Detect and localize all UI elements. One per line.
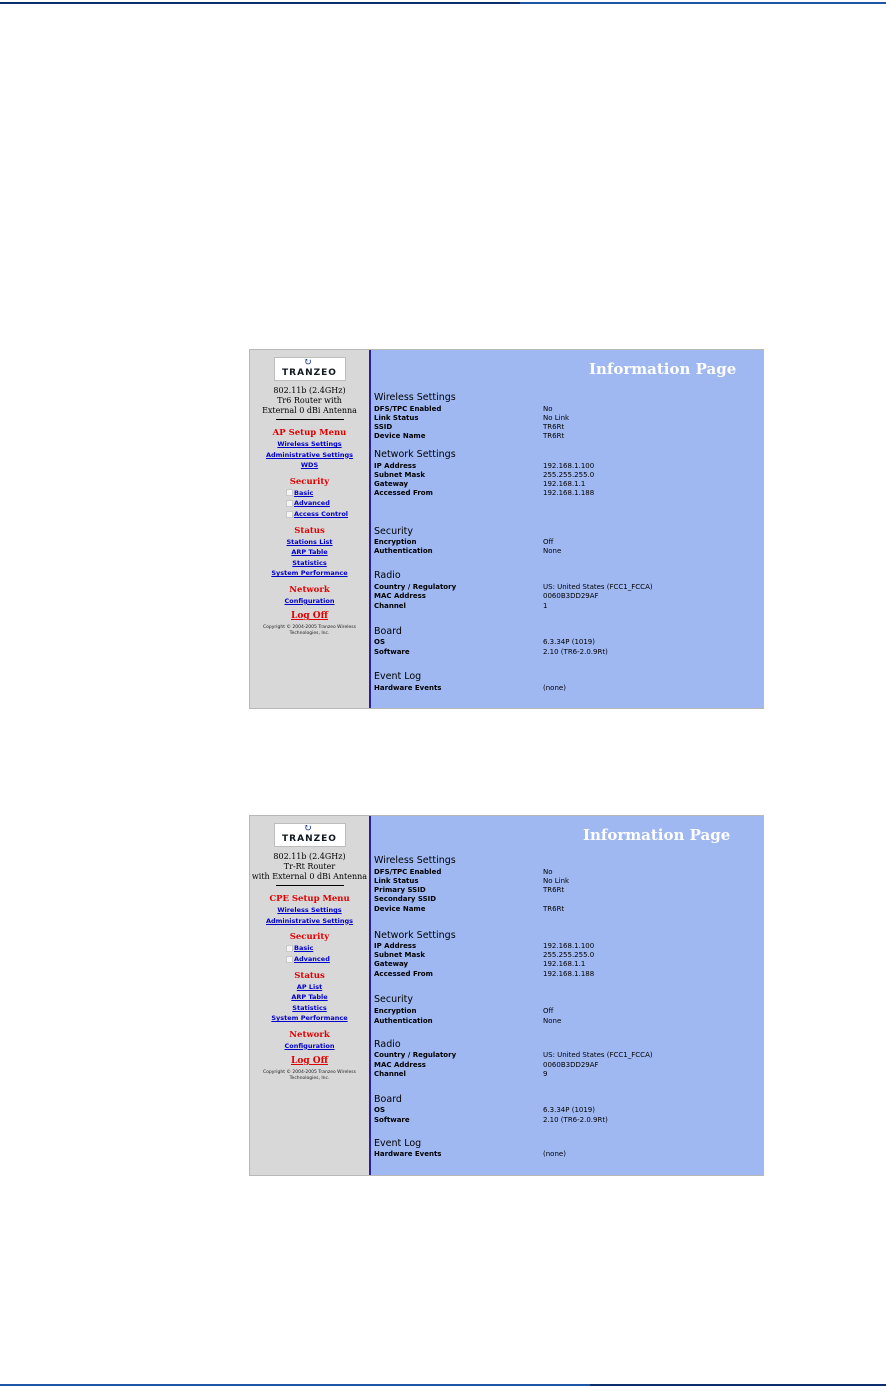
information-panel: [371, 350, 763, 708]
info-row: [374, 684, 754, 693]
header-rule-accent: [0, 2, 520, 4]
link-label: Basic: [294, 944, 314, 952]
bullet-icon: [286, 956, 293, 963]
menu-link-wireless-settings[interactable]: Wireless Settings: [277, 440, 342, 448]
section-title-security: Security: [374, 994, 414, 1005]
page-title: Information Page: [589, 360, 737, 378]
row-value: No Link: [543, 877, 570, 885]
model-line: 802.11b (2.4GHz): [273, 852, 346, 861]
menu-link-arp-table[interactable]: ARP Table: [291, 548, 328, 557]
info-row: [374, 583, 754, 592]
row-value: 192.168.1.1: [543, 960, 586, 968]
row-value: 192.168.1.1: [543, 480, 586, 488]
section-title-wireless: Wireless Settings: [374, 392, 456, 403]
section-title-radio: Radio: [374, 1039, 401, 1050]
info-row: [374, 942, 754, 951]
row-label: OS: [374, 1106, 385, 1114]
row-label: Software: [374, 648, 410, 656]
menu-link-arp-table[interactable]: ARP Table: [291, 993, 328, 1001]
row-value: 192.168.1.188: [543, 489, 595, 497]
section-title-network: Network Settings: [374, 930, 456, 941]
row-label: Accessed From: [374, 489, 433, 497]
info-row: [374, 1007, 754, 1016]
row-value: US: United States (FCC1_FCCA): [543, 1051, 653, 1059]
info-row: [374, 877, 754, 886]
info-row: [374, 405, 754, 414]
row-value: (none): [543, 1150, 566, 1158]
info-row: [374, 648, 754, 657]
row-label: DFS/TPC Enabled: [374, 405, 442, 413]
info-row: [374, 960, 754, 969]
info-row: [374, 1116, 754, 1125]
info-row: [374, 471, 754, 480]
row-label: Gateway: [374, 480, 409, 488]
row-value: 0060B3DD29AF: [543, 592, 599, 600]
info-row: [374, 905, 754, 914]
row-label: Country / Regulatory: [374, 1051, 457, 1059]
menu-link-security-advanced[interactable]: [250, 498, 369, 509]
section-title-radio: Radio: [374, 570, 401, 581]
menu-link-stations-list[interactable]: Stations List: [286, 537, 333, 546]
row-label: Device Name: [374, 432, 426, 440]
section-title-event-log: Event Log: [374, 671, 422, 682]
info-row: [374, 538, 754, 547]
section-title-security: Security: [374, 526, 414, 537]
info-row: [374, 602, 754, 611]
row-value: 9: [543, 1070, 548, 1078]
row-value: TR6Rt: [543, 905, 565, 913]
row-value: None: [543, 547, 562, 555]
model-line: Tr-Rt Router: [283, 862, 336, 871]
info-row: [374, 886, 754, 895]
security-heading: Security: [289, 932, 330, 942]
row-label: MAC Address: [374, 1061, 426, 1069]
row-value: US: United States (FCC1_FCCA): [543, 583, 653, 591]
menu-link-system-performance[interactable]: System Performance: [271, 1014, 348, 1022]
link-label: Advanced: [294, 499, 330, 508]
bullet-icon: [286, 500, 293, 507]
ap-information-page-screenshot: [249, 349, 764, 709]
row-value: 0060B3DD29AF: [543, 1061, 599, 1069]
model-line: 802.11b (2.4GHz): [273, 386, 346, 395]
row-label: Subnet Mask: [374, 471, 426, 479]
row-label: Authentication: [374, 1017, 433, 1025]
row-value: None: [543, 1017, 562, 1025]
info-row: [374, 462, 754, 471]
bullet-icon: [286, 945, 293, 952]
security-heading: Security: [289, 476, 330, 487]
model-line: External 0 dBi Antenna: [262, 406, 357, 415]
row-label: Link Status: [374, 877, 419, 885]
row-value: 192.168.1.100: [543, 942, 595, 950]
info-row: [374, 1070, 754, 1079]
row-label: MAC Address: [374, 592, 426, 600]
section-title-board: Board: [374, 626, 402, 637]
logo-text: TRANZEO: [282, 368, 337, 378]
divider: [276, 419, 344, 420]
row-value: No: [543, 868, 553, 876]
row-value: 1: [543, 602, 548, 610]
menu-link-administrative-settings[interactable]: Administrative Settings: [265, 916, 354, 925]
divider: [276, 885, 344, 886]
row-value: Off: [543, 1007, 554, 1015]
logoff-link[interactable]: Log Off: [291, 611, 328, 622]
info-row: [374, 592, 754, 601]
menu-link-statistics[interactable]: Statistics: [292, 558, 327, 567]
cpe-information-page-screenshot: [249, 815, 764, 1176]
row-label: SSID: [374, 423, 393, 431]
menu-link-administrative-settings[interactable]: Administrative Settings: [265, 450, 354, 459]
row-value: No Link: [543, 414, 570, 422]
link-label: Advanced: [294, 954, 330, 963]
row-value: 6.3.34P (1019): [543, 638, 595, 646]
menu-link-wireless-settings[interactable]: Wireless Settings: [277, 906, 342, 914]
row-value: 6.3.34P (1019): [543, 1106, 595, 1114]
row-label: Hardware Events: [374, 684, 442, 692]
row-value: TR6Rt: [543, 423, 565, 431]
menu-link-security-advanced[interactable]: [250, 954, 369, 965]
section-title-wireless: Wireless Settings: [374, 855, 456, 866]
info-row: [374, 970, 754, 979]
menu-link-ap-list[interactable]: AP List: [296, 982, 323, 991]
row-label: Link Status: [374, 414, 419, 422]
row-label: Secondary SSID: [374, 895, 437, 903]
info-row: [374, 432, 754, 441]
row-label: OS: [374, 638, 385, 646]
bullet-icon: [286, 489, 293, 496]
logo-swirl-icon: ↻: [303, 357, 312, 368]
logo-swirl-icon: ↻: [303, 823, 312, 834]
copyright-text: Copyright © 2004-2005 Tranzeo Wireless Technologies, Inc.: [263, 625, 356, 637]
section-title-event-log: Event Log: [374, 1138, 422, 1149]
row-value: TR6Rt: [543, 886, 565, 894]
row-value: (none): [543, 684, 566, 692]
row-value: 192.168.1.100: [543, 462, 595, 470]
link-label: Access Control: [294, 510, 349, 518]
info-row: [374, 1150, 754, 1159]
menu-link-configuration[interactable]: Configuration: [284, 1041, 335, 1050]
info-row: [374, 489, 754, 498]
info-row: [374, 547, 754, 556]
row-label: Primary SSID: [374, 886, 426, 894]
row-label: IP Address: [374, 462, 417, 470]
model-line: with External 0 dBi Antenna: [251, 872, 368, 881]
menu-link-access-control[interactable]: [250, 509, 369, 520]
row-label: Country / Regulatory: [374, 583, 457, 591]
sidebar: [250, 816, 371, 1175]
row-label: Device Name: [374, 905, 426, 913]
info-row: [374, 480, 754, 489]
device-model: [250, 852, 369, 882]
menu-link-system-performance[interactable]: System Performance: [271, 569, 348, 578]
page-title: Information Page: [583, 826, 731, 844]
footer-rule-accent: [590, 1384, 886, 1386]
menu-link-security-basic[interactable]: [250, 943, 369, 954]
section-title-board: Board: [374, 1094, 402, 1105]
logo-text: TRANZEO: [282, 834, 337, 844]
network-heading: Network: [289, 584, 330, 595]
row-label: Accessed From: [374, 970, 433, 978]
row-label: Authentication: [374, 547, 433, 555]
row-value: TR6Rt: [543, 432, 565, 440]
copyright-text: Copyright © 2004-2005 Tranzeo Wireless Technologies, Inc.: [263, 1070, 356, 1081]
row-label: Encryption: [374, 538, 417, 546]
menu-link-statistics[interactable]: Statistics: [292, 1003, 327, 1012]
info-row: [374, 895, 754, 904]
row-label: Software: [374, 1116, 410, 1124]
info-row: [374, 1051, 754, 1060]
info-row: [374, 414, 754, 423]
bullet-icon: [286, 511, 293, 518]
menu-link-security-basic[interactable]: [250, 488, 369, 499]
info-row: [374, 1061, 754, 1070]
link-label: Basic: [294, 488, 314, 497]
row-label: IP Address: [374, 942, 417, 950]
section-title-network: Network Settings: [374, 449, 456, 460]
row-value: 2.10 (TR6-2.0.9Rt): [543, 1116, 608, 1124]
row-value: 255.255.255.0: [543, 951, 595, 959]
row-label: Encryption: [374, 1007, 417, 1015]
info-row: [374, 1106, 754, 1115]
row-value: 192.168.1.188: [543, 970, 595, 978]
info-row: [374, 951, 754, 960]
row-label: Subnet Mask: [374, 951, 426, 959]
setup-menu-heading: AP Setup Menu: [272, 428, 347, 438]
row-label: Channel: [374, 602, 406, 610]
row-value: 255.255.255.0: [543, 471, 595, 479]
device-model: [250, 386, 369, 416]
info-row: [374, 638, 754, 647]
menu-link-configuration[interactable]: Configuration: [284, 596, 335, 605]
network-heading: Network: [289, 1029, 330, 1040]
model-line: Tr6 Router with: [277, 396, 342, 405]
tranzeo-logo: [274, 357, 346, 381]
info-row: [374, 868, 754, 877]
row-label: Gateway: [374, 960, 409, 968]
information-panel: [371, 816, 763, 1175]
sidebar: [250, 350, 371, 708]
row-value: No: [543, 405, 553, 413]
info-row: [374, 423, 754, 432]
info-row: [374, 1017, 754, 1026]
row-label: Channel: [374, 1070, 406, 1078]
tranzeo-logo: [274, 823, 346, 847]
status-heading: Status: [294, 970, 325, 981]
setup-menu-heading: CPE Setup Menu: [269, 894, 350, 904]
row-value: Off: [543, 538, 554, 546]
status-heading: Status: [294, 525, 325, 536]
row-value: 2.10 (TR6-2.0.9Rt): [543, 648, 608, 656]
logoff-link[interactable]: Log Off: [291, 1056, 328, 1066]
menu-link-wds[interactable]: WDS: [300, 461, 319, 469]
row-label: DFS/TPC Enabled: [374, 868, 442, 876]
row-label: Hardware Events: [374, 1150, 442, 1158]
